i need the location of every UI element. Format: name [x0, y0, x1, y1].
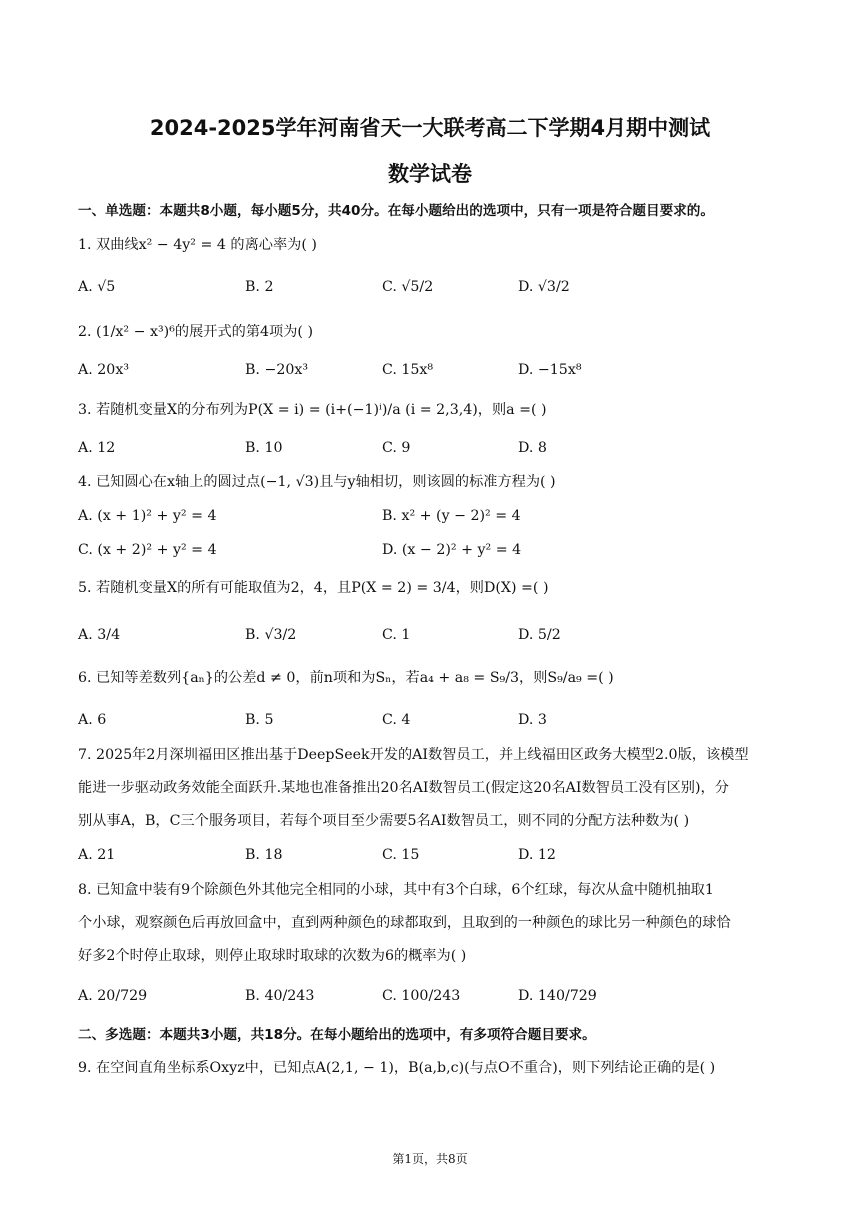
q5-option-c: C. 1	[382, 627, 411, 643]
q2-option-b: B. −20x³	[245, 362, 309, 378]
q3-option-a: A. 12	[78, 440, 116, 456]
question-5-stem: 5. 若随机变量X的所有可能取值为2，4，且P(X = 2) = 3/4，则D(X) =( )	[78, 580, 549, 596]
question-3-stem: 3. 若随机变量X的分布列为P(X = i) = (i+(−1)ⁱ)/a (i = 2,3,4)，则a =( )	[78, 402, 547, 418]
exam-title: 2024-2025学年河南省天一大联考高二下学期4月期中测试	[149, 116, 711, 140]
section-heading-single-choice: 一、单选题：本题共8小题，每小题5分，共40分。在每小题给出的选项中，只有一项是符合题目要求的。	[78, 203, 714, 219]
question-8-line-1: 8. 已知盒中装有9个除颜色外其他完全相同的小球，其中有3个白球，6个红球，每次从盒中随机抽取1	[78, 882, 714, 898]
q4-option-c: C. (x + 2)² + y² = 4	[78, 542, 217, 558]
q2-option-a: A. 20x³	[78, 362, 130, 378]
q5-option-b: B. √3/2	[245, 627, 297, 643]
question-8-line-3: 好多2个时停止取球，则停止取球时取球的次数为6的概率为( )	[78, 948, 467, 964]
question-7-line-3: 别从事A，B，C三个服务项目，若每个项目至少需要5名AI数智员工，则不同的分配方法种数为( )	[78, 813, 690, 829]
page-footer: 第1页，共8页	[392, 1152, 468, 1166]
question-7-line-2: 能进一步驱动政务效能全面跃升.某地也准备推出20名AI数智员工(假定这20名AI数智员工没有区别)，分	[78, 780, 729, 796]
q8-option-a: A. 20/729	[78, 988, 148, 1004]
q6-option-c: C. 4	[382, 712, 411, 728]
q7-option-c: C. 15	[382, 847, 420, 863]
q1-option-c: C. √5/2	[382, 279, 434, 295]
question-9-stem: 9. 在空间直角坐标系Oxyz中，已知点A(2,1, − 1)，B(a,b,c)(与点O不重合)，则下列结论正确的是( )	[78, 1060, 716, 1076]
q6-option-a: A. 6	[78, 712, 107, 728]
question-2-stem: 2. (1/x² − x³)⁶的展开式的第4项为( )	[78, 324, 314, 340]
q8-option-d: D. 140/729	[518, 988, 597, 1004]
q6-option-b: B. 5	[245, 712, 274, 728]
question-6-stem: 6. 已知等差数列{aₙ}的公差d ≠ 0，前n项和为Sₙ，若a₄ + a₈ = S₉/3，则S₉/a₉ =( )	[78, 670, 614, 686]
q7-option-b: B. 18	[245, 847, 283, 863]
q4-option-d: D. (x − 2)² + y² = 4	[382, 542, 522, 558]
q7-option-d: D. 12	[518, 847, 556, 863]
q2-option-c: C. 15x⁸	[382, 362, 434, 378]
q8-option-c: C. 100/243	[382, 988, 461, 1004]
q1-option-b: B. 2	[245, 279, 274, 295]
q4-option-a: A. (x + 1)² + y² = 4	[78, 508, 217, 524]
question-7-line-1: 7. 2025年2月深圳福田区推出基于DeepSeek开发的AI数智员工，并上线福田区政务大模型2.0版，该模型	[78, 747, 749, 763]
q2-option-d: D. −15x⁸	[518, 362, 582, 378]
q6-option-d: D. 3	[518, 712, 547, 728]
q5-option-d: D. 5/2	[518, 627, 561, 643]
question-4-stem: 4. 已知圆心在x轴上的圆过点(−1, √3)且与y轴相切，则该圆的标准方程为( )	[78, 474, 556, 490]
q7-option-a: A. 21	[78, 847, 116, 863]
q8-option-b: B. 40/243	[245, 988, 315, 1004]
q4-option-b: B. x² + (y − 2)² = 4	[382, 508, 521, 524]
section-heading-multiple-choice: 二、多选题：本题共3小题，共18分。在每小题给出的选项中，有多项符合题目要求。	[78, 1027, 596, 1043]
exam-subtitle: 数学试卷	[388, 162, 472, 186]
q1-option-d: D. √3/2	[518, 279, 570, 295]
q5-option-a: A. 3/4	[78, 627, 121, 643]
question-1-stem: 1. 双曲线x² − 4y² = 4 的离心率为( )	[78, 237, 317, 253]
q3-option-b: B. 10	[245, 440, 283, 456]
q1-option-a: A. √5	[78, 279, 116, 295]
q3-option-c: C. 9	[382, 440, 411, 456]
question-8-line-2: 个小球，观察颜色后再放回盒中，直到两种颜色的球都取到，且取到的一种颜色的球比另一种颜色的球恰	[78, 915, 731, 931]
q3-option-d: D. 8	[518, 440, 547, 456]
